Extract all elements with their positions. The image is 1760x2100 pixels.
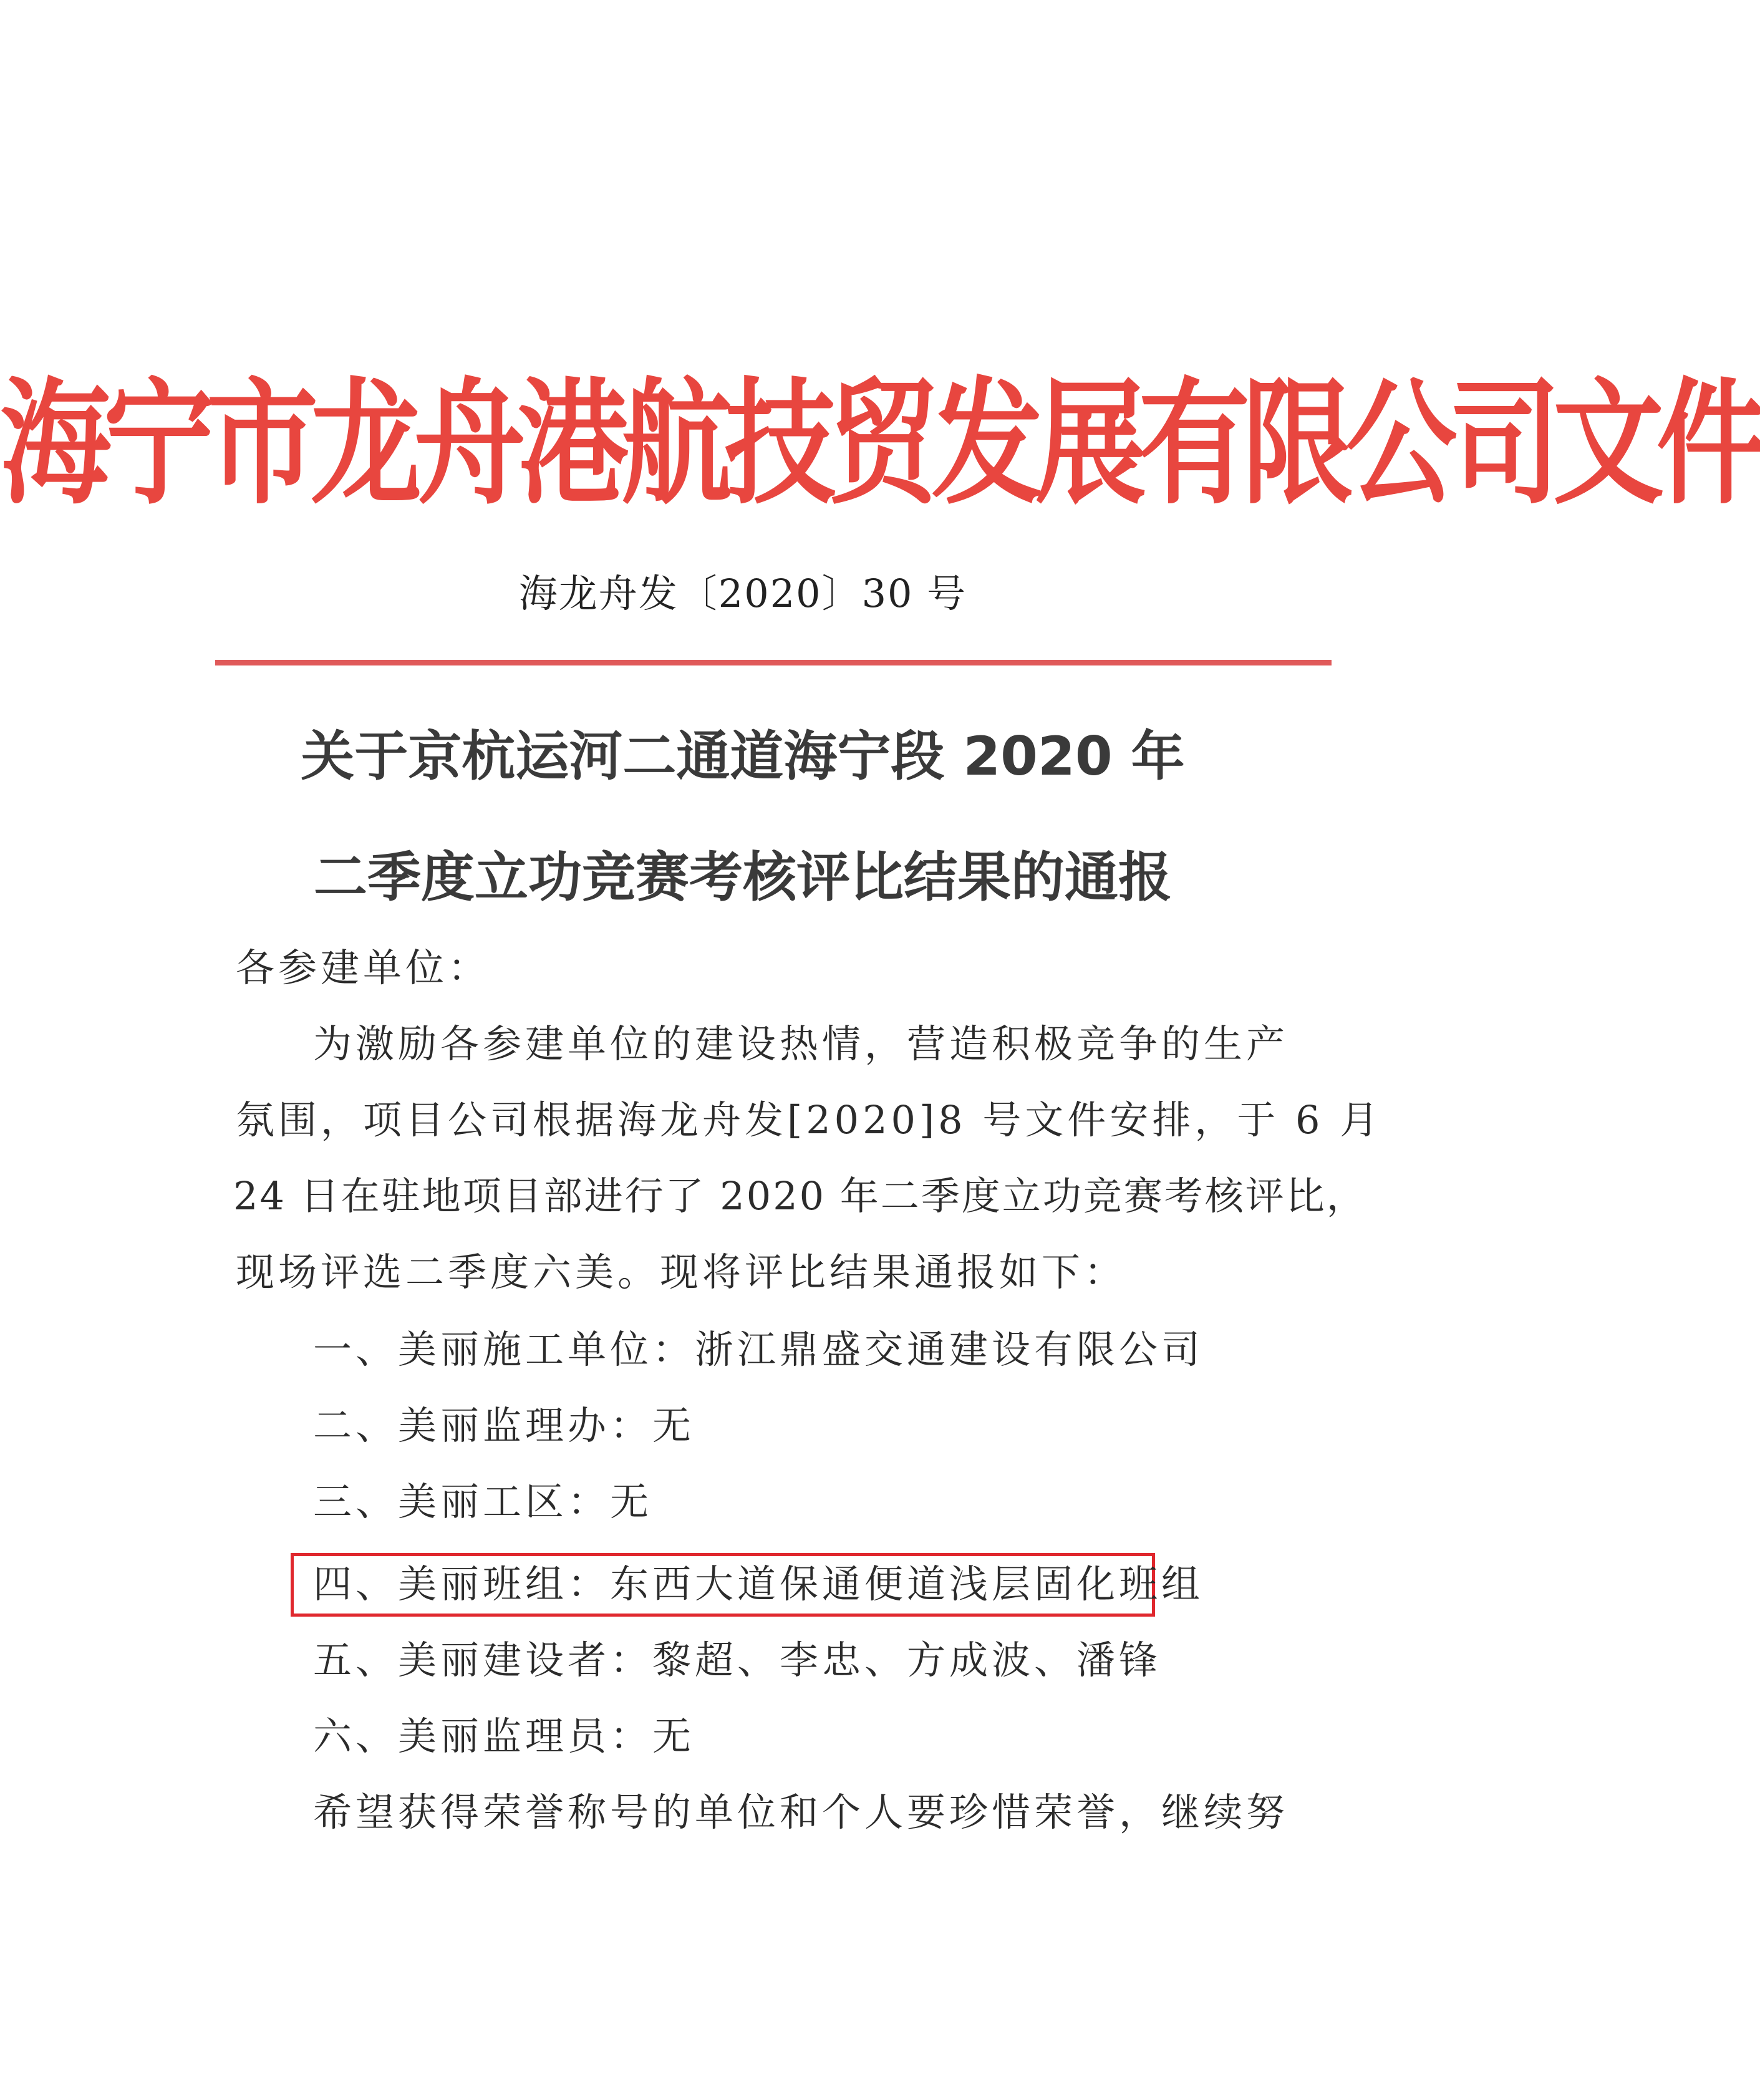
salutation: 各参建单位： [236, 945, 491, 990]
document-number: 海龙舟发〔2020〕30 号 [518, 571, 967, 616]
paragraph-line: 氛围，项目公司根据海龙舟发[2020]8 号文件安排，于 6 月 [236, 1097, 1383, 1143]
paragraph-line: 现场评选二季度六美。现将评比结果通报如下： [236, 1249, 1127, 1295]
notice-title-line-1: 关于京杭运河二通道海宁段 2020 年 [301, 725, 1185, 788]
issuer-header-title: 海宁市龙舟港航技贸发展有限公司文件 [0, 365, 1760, 523]
result-item-beautiful-builders: 五、美丽建设者：黎超、李忠、方成波、潘锋 [313, 1637, 1162, 1683]
notice-title-line-2: 二季度立功竞赛考核评比结果的通报 [314, 846, 1172, 909]
result-item-beautiful-supervisor: 六、美丽监理员：无 [313, 1713, 695, 1759]
result-item-beautiful-team: 四、美丽班组：东西大道保通便道浅层固化班组 [313, 1561, 1204, 1607]
red-divider-rule [215, 660, 1332, 665]
result-item-beautiful-work-zone: 三、美丽工区：无 [313, 1479, 653, 1524]
result-item-beautiful-supervision-office: 二、美丽监理办：无 [313, 1403, 695, 1448]
closing-line: 希望获得荣誉称号的单位和个人要珍惜荣誉，继续努 [313, 1789, 1289, 1835]
paragraph-line: 24 日在驻地项目部进行了 2020 年二季度立功竞赛考核评比， [233, 1173, 1367, 1219]
result-item-beautiful-contractor: 一、美丽施工单位：浙江鼎盛交通建设有限公司 [313, 1327, 1204, 1372]
paragraph-line: 为激励各参建单位的建设热情，营造积极竞争的生产 [313, 1021, 1289, 1067]
